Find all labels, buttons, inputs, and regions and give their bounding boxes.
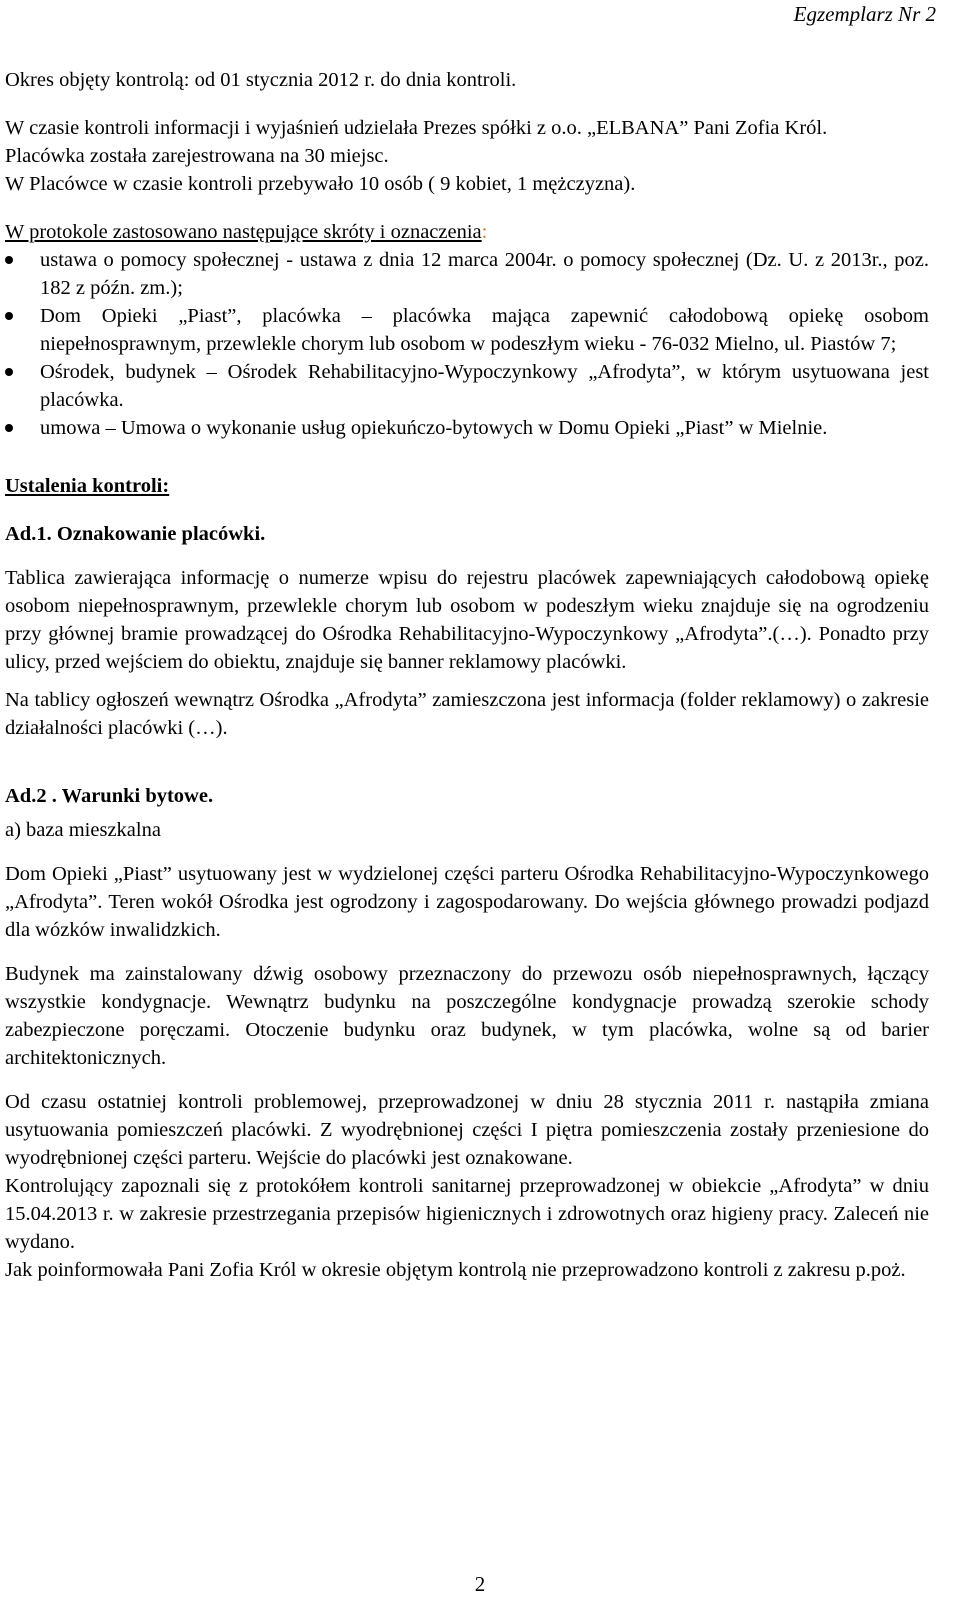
ad2-paragraph-1: Dom Opieki „Piast” usytuowany jest w wydzielonej części parteru Ośrodka Rehabilitacyjno-Wypoczynkowego „Afrodyta”. Teren wokół Ośrodka jest ogrodzony i zagospodarowany. Do wejścia głównego prowadzi podjazd dla wózków inwalidzkich. bbox=[5, 863, 929, 941]
list-item-text: Dom Opieki „Piast”, placówka – placówka mająca zapewnić całodobową opiekę osobom niepełnosprawnym, przewlekle chorym lub osobom w podeszłym wieku - 76-032 Mielno, ul. Piastów 7; bbox=[40, 305, 929, 355]
list-item-text: umowa – Umowa o wykonanie usług opiekuńczo-bytowych w Domu Opieki „Piast” w Mielnie. bbox=[40, 417, 828, 439]
list-item-text: ustawa o pomocy społecznej - ustawa z dnia 12 marca 2004r. o pomocy społecznej (Dz. U. z 2013r., poz. 182 z późn. zm.); bbox=[40, 249, 929, 299]
list-item bbox=[5, 358, 929, 414]
section-ad2-title: Ad.2 . Warunki bytowe. bbox=[5, 785, 214, 807]
findings-heading: Ustalenia kontroli: bbox=[5, 475, 170, 497]
list-item bbox=[5, 302, 929, 358]
ad2-paragraph-2: Budynek ma zainstalowany dźwig osobowy przeznaczony do przewozu osób niepełnosprawnych, łączący wszystkie kondygnacje. Wewnątrz budynku na poszczególne kondygnacje prowadzą szerokie schody zabezpieczone poręczami. Otoczenie budynku oraz budynek, w tym placówka, wolne są od barier architektonicznych. bbox=[5, 963, 929, 1069]
copy-label: Egzemplarz Nr 2 bbox=[793, 2, 936, 26]
abbreviations-colon: : bbox=[481, 221, 488, 243]
control-period: Okres objęty kontrolą: od 01 stycznia 2012 r. do dnia kontroli. bbox=[5, 69, 517, 91]
section-ad1-title: Ad.1. Oznakowanie placówki. bbox=[5, 523, 266, 545]
registered-places: Placówka została zarejestrowana na 30 miejsc. bbox=[5, 145, 389, 167]
list-item-text: Ośrodek, budynek – Ośrodek Rehabilitacyjno-Wypoczynkowy „Afrodyta”, w którym usytuowana jest placówka. bbox=[40, 361, 929, 411]
ad2-paragraph-3: Od czasu ostatniej kontroli problemowej, przeprowadzonej w dniu 28 stycznia 2011 r. nastąpiła zmiana usytuowania pomieszczeń placówki. Z wyodrębnionej części I piętra pomieszczenia zostały przeniesione do wyodrębnionej części parteru. Wejście do placówki jest oznakowane. bbox=[5, 1091, 929, 1169]
bullet-icon bbox=[5, 424, 13, 432]
abbreviations-list bbox=[5, 246, 929, 442]
list-item bbox=[5, 246, 929, 302]
abbreviations-title: W protokole zastosowano następujące skróty i oznaczenia bbox=[5, 221, 482, 243]
ad2-subtitle: a) baza mieszkalna bbox=[5, 819, 161, 841]
residents-count: W Placówce w czasie kontroli przebywało 10 osób ( 9 kobiet, 1 mężczyzna). bbox=[5, 173, 636, 195]
abbreviations-heading bbox=[5, 218, 929, 246]
ad1-paragraph-1: Tablica zawierająca informację o numerze wpisu do rejestru placówek zapewniających całodobową opiekę osobom niepełnosprawnym, przewlekle chorym lub osobom w podeszłym wieku znajduje się na ogrodzeniu przy głównej bramie prowadzącej do Ośrodka Rehabilitacyjno-Wypoczynkowy „Afrodyta”.(…). Ponadto przy ulicy, przed wejściem do obiektu, znajduje się banner reklamowy placówki. bbox=[5, 567, 929, 673]
document-body bbox=[5, 66, 929, 1284]
bullet-icon bbox=[5, 312, 13, 320]
list-item bbox=[5, 414, 929, 442]
page-number: 2 bbox=[474, 1572, 486, 1596]
bullet-icon bbox=[5, 368, 13, 376]
ad2-paragraph-5: Jak poinformowała Pani Zofia Król w okresie objętym kontrolą nie przeprowadzono kontroli z zakresu p.poż. bbox=[5, 1259, 906, 1281]
info-given: W czasie kontroli informacji i wyjaśnień udzielała Prezes spółki z o.o. „ELBANA” Pani Zofia Król. bbox=[5, 117, 828, 139]
ad2-paragraph-4: Kontrolujący zapoznali się z protokółem kontroli sanitarnej przeprowadzonej w obiekcie „Afrodyta” w dniu 15.04.2013 r. w zakresie przestrzegania przepisów higienicznych i zdrowotnych oraz higieny pracy. Zaleceń nie wydano. bbox=[5, 1175, 929, 1253]
ad1-paragraph-2: Na tablicy ogłoszeń wewnątrz Ośrodka „Afrodyta” zamieszczona jest informacja (folder reklamowy) o zakresie działalności placówki (…). bbox=[5, 689, 929, 739]
bullet-icon bbox=[5, 256, 13, 264]
